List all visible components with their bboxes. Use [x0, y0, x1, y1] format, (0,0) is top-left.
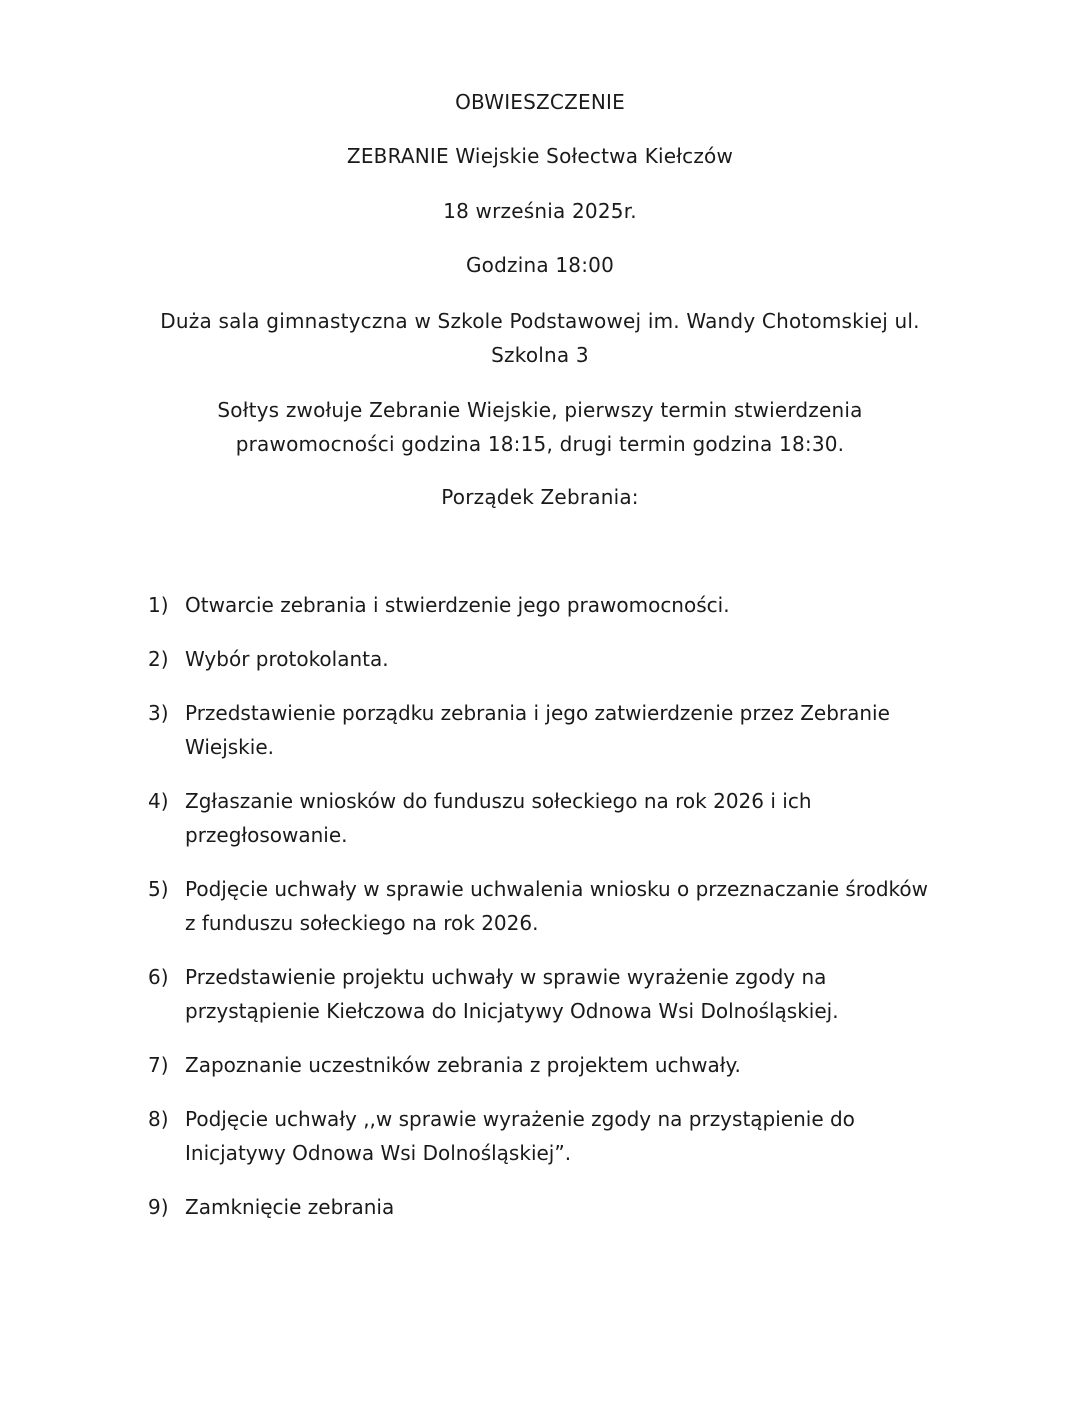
agenda-item-text: Podjęcie uchwały ,,w sprawie wyrażenie zgody na przystąpienie do Inicjatywy Odnowa Wsi Dolnośląskiej”.: [185, 1107, 855, 1165]
agenda-item-number: 7): [148, 1053, 169, 1077]
agenda-item-number: 8): [148, 1107, 169, 1131]
agenda-item-number: 9): [148, 1195, 169, 1219]
agenda-item-text: Przedstawienie porządku zebrania i jego zatwierdzenie przez Zebranie Wiejskie.: [185, 701, 890, 759]
agenda-item-number: 4): [148, 789, 169, 813]
agenda-item-text: Otwarcie zebrania i stwierdzenie jego prawomocności.: [185, 593, 730, 617]
agenda-item: [148, 696, 938, 764]
agenda-item-text: Zapoznanie uczestników zebrania z projektem uchwały.: [185, 1053, 741, 1077]
agenda-item: [148, 1102, 938, 1170]
notice-subtitle: ZEBRANIE Wiejskie Sołectwa Kiełczów: [346, 144, 734, 168]
agenda-item: [148, 1048, 938, 1082]
meeting-venue: Duża sala gimnastyczna w Szkole Podstawowej im. Wandy Chotomskiej ul. Szkolna 3: [160, 309, 920, 367]
meeting-hour: Godzina 18:00: [465, 253, 614, 277]
agenda-item-number: 2): [148, 647, 169, 671]
agenda-item-number: 1): [148, 593, 169, 617]
agenda-item: [148, 872, 938, 940]
agenda-item-text: Zgłaszanie wniosków do funduszu sołeckiego na rok 2026 i ich przegłosowanie.: [185, 789, 812, 847]
agenda-item-number: 3): [148, 701, 169, 725]
agenda-item-text: Podjęcie uchwały w sprawie uchwalenia wniosku o przeznaczanie środków z funduszu sołeckiego na rok 2026.: [185, 877, 928, 935]
agenda-item-text: Przedstawienie projektu uchwały w sprawie wyrażenie zgody na przystąpienie Kiełczowa do Inicjatywy Odnowa Wsi Dolnośląskiej.: [185, 965, 839, 1023]
agenda-item-text: Zamknięcie zebrania: [185, 1195, 395, 1219]
notice-title: OBWIESZCZENIE: [455, 90, 625, 114]
agenda-item: [148, 784, 938, 852]
agenda-item-text: Wybór protokolanta.: [185, 647, 389, 671]
agenda-item-number: 5): [148, 877, 169, 901]
agenda-item: [148, 1190, 938, 1224]
agenda-item: [148, 588, 938, 622]
agenda-list: [148, 588, 938, 1244]
agenda-item: [148, 960, 938, 1028]
convene-statement: Sołtys zwołuje Zebranie Wiejskie, pierwszy termin stwierdzenia prawomocności godzina 18:15, drugi termin godzina 18:30.: [217, 398, 863, 456]
meeting-date: 18 września 2025r.: [443, 199, 637, 223]
agenda-item-number: 6): [148, 965, 169, 989]
agenda-title: Porządek Zebrania:: [441, 485, 639, 509]
agenda-item: [148, 642, 938, 676]
